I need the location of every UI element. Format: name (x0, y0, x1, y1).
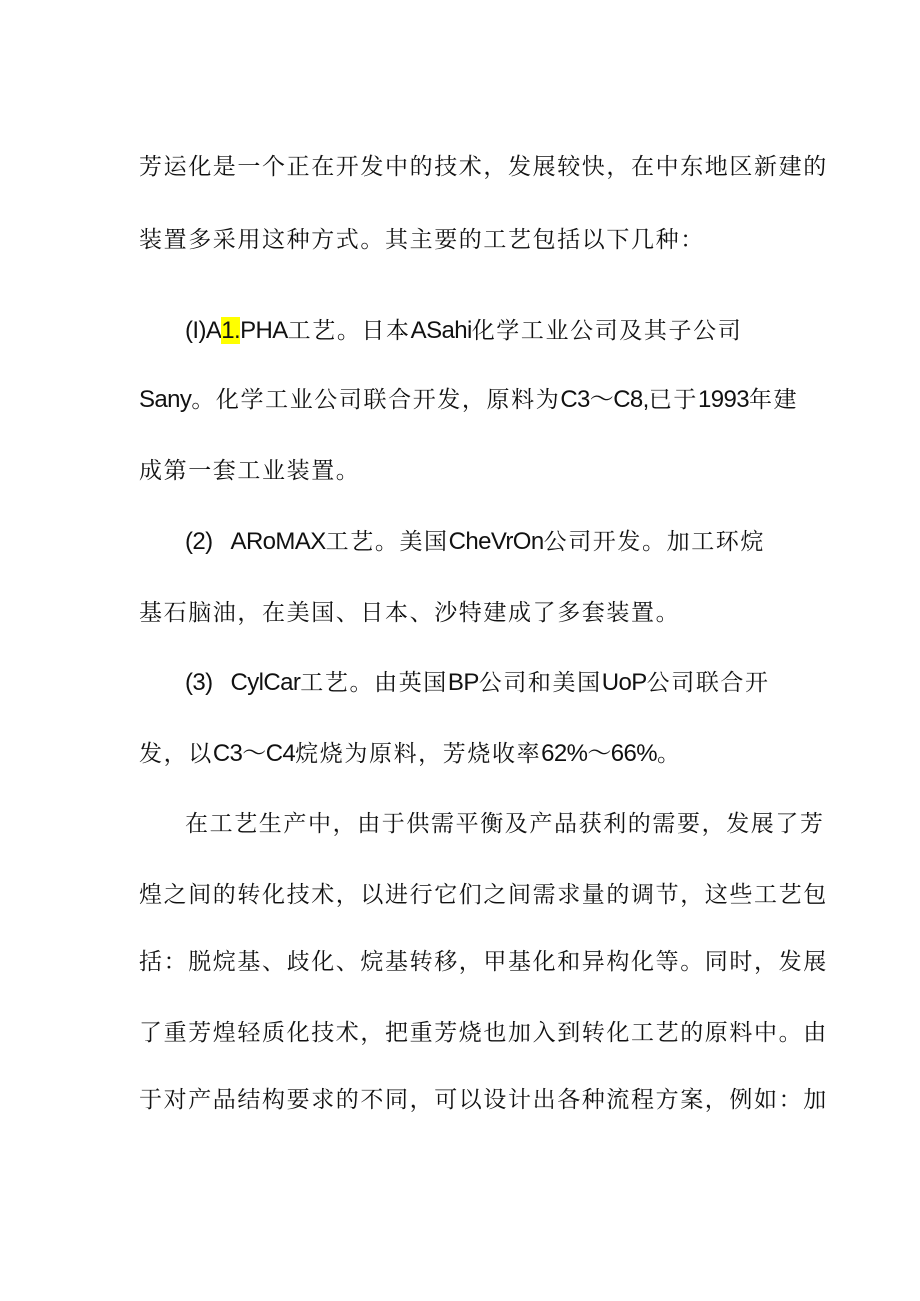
item3-company-2: UoP (601, 669, 647, 696)
final-line-4: 了重芳煌轻质化技术，把重芳烧也加入到转化工艺的原料中。由 (139, 1020, 828, 1046)
final-line-2: 煌之间的转化技术，以进行它们之间需求量的调节，这些工艺包 (139, 882, 828, 908)
item3-yield: 62%～66% (541, 740, 658, 767)
item3-text-b: 公司和美国 (478, 670, 602, 696)
item1-line-3: 成第一套工业装置。 (139, 458, 361, 484)
item1-line-1 (185, 316, 835, 346)
item1-text-c: 。化学工业公司联合开发，原料为 (191, 387, 561, 413)
item2-text-a: 工艺。美国 (325, 529, 449, 555)
item1-text-a: 工艺。日本 (287, 318, 411, 344)
item1-line-2 (139, 385, 799, 415)
item1-company-2: Sany (139, 386, 192, 413)
item3-company-1: BP (447, 669, 479, 696)
item3-text-d: 发，以 (139, 741, 213, 767)
item1-code: PHA (240, 317, 288, 344)
item1-year: 1993 (697, 386, 749, 413)
final-line-1: 在工艺生产中，由于供需平衡及产品获利的需要，发展了芳 (185, 811, 825, 837)
item3-text-e: 烷烧为原料，芳烧收率 (295, 741, 542, 767)
item2-line-1 (185, 527, 835, 557)
intro-line-2: 装置多采用这种方式。其主要的工艺包括以下几种： (139, 227, 705, 253)
item3-text-f: 。 (657, 741, 682, 767)
item1-range: C3～C8, (560, 386, 649, 413)
item2-line-2: 基石脑油，在美国、日本、沙特建成了多套装置。 (139, 600, 681, 626)
item1-text-d: 已于 (648, 387, 698, 413)
item1-text-e: 年建 (748, 387, 799, 413)
item2-company: CheVrOn (448, 528, 544, 555)
item2-name: ARoMAX (230, 528, 326, 555)
item3-text-a: 工艺。由英国 (300, 670, 448, 696)
item3-name: CylCar (230, 669, 301, 696)
item3-line-2 (139, 739, 789, 769)
item3-text-c: 公司联合开 (646, 670, 770, 696)
item1-prefix: (I)A (185, 317, 222, 344)
item2-text-b: 公司开发。加工环烷 (543, 529, 766, 555)
intro-line-1: 芳运化是一个正在开发中的技术，发展较快，在中东地区新建的 (139, 154, 828, 180)
item3-line-1 (185, 668, 835, 698)
final-line-3: 括：脱烷基、歧化、烷基转移，甲基化和异构化等。同时，发展 (139, 949, 828, 975)
item3-number: (3) (185, 669, 213, 696)
item3-range: C3～C4 (212, 740, 296, 767)
item2-number: (2) (185, 528, 213, 555)
final-line-5: 于对产品结构要求的不同，可以设计出各种流程方案，例如：加 (139, 1087, 828, 1113)
item1-text-b: 化学工业公司及其子公司 (471, 318, 743, 344)
item1-company: ASahi (410, 317, 472, 344)
highlight-mark: 1. (221, 317, 241, 344)
